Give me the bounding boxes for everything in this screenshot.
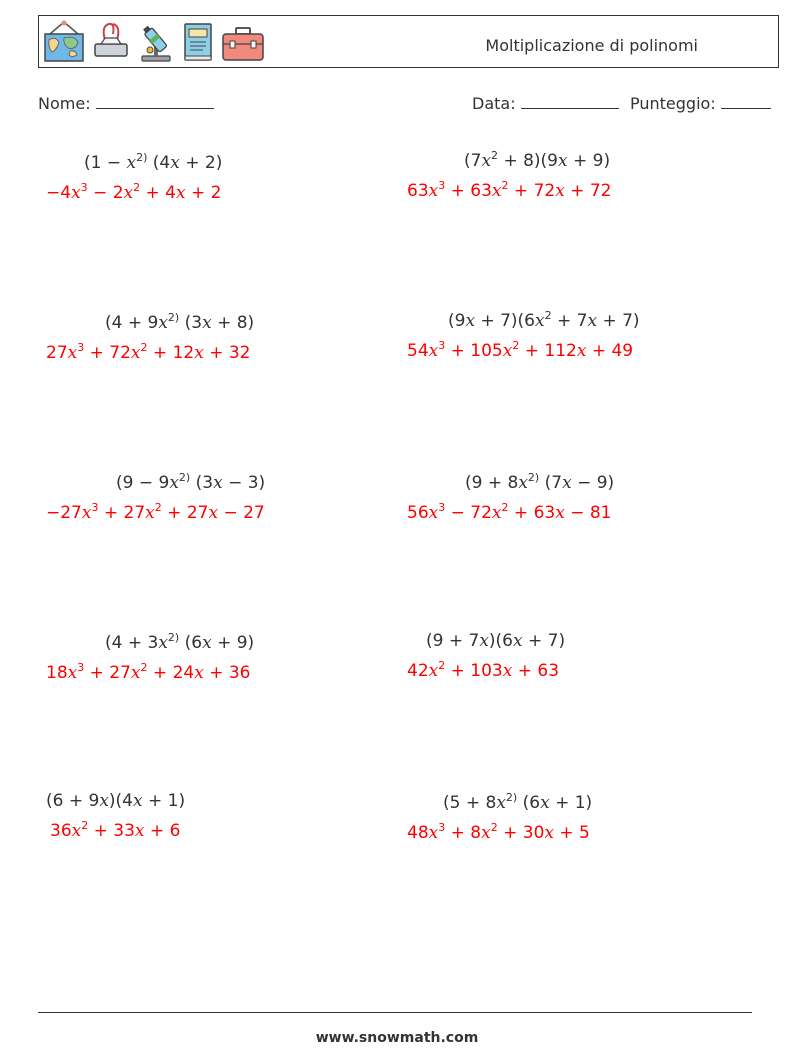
score-blank[interactable]	[721, 95, 771, 109]
toolbox-icon	[220, 20, 266, 64]
date-label: Data:	[472, 94, 516, 113]
name-blank[interactable]	[96, 95, 214, 109]
problem-3-answer: $27x^3 + 72x^2 + 12x + 32$	[46, 341, 251, 363]
problem-7-answer: $18x^3 + 27x^2 + 24x + 36$	[46, 661, 251, 683]
footer-url[interactable]: www.snowmath.com	[315, 1030, 479, 1046]
problem-8-question: (9 + 7x)(6x + 7)	[426, 631, 566, 651]
score-label: Punteggio:	[630, 94, 716, 113]
header-icons	[42, 20, 266, 64]
problem-6-answer: $56x^3 - 72x^2 + 63x - 81$	[407, 501, 612, 523]
problem-9-answer: $36x^2 + 33x + 6$	[50, 819, 181, 841]
date-field	[472, 94, 619, 113]
microscope-icon	[136, 20, 176, 64]
footer-divider	[38, 1012, 752, 1013]
problem-10-answer: $48x^3 + 8x^2 + 30x + 5$	[407, 821, 590, 843]
problem-5-question: ($9 - 9x^{2)}$ (3x − 3)	[116, 471, 266, 493]
problem-4-answer: $54x^3 + 105x^2 + 112x + 49$	[407, 339, 634, 361]
map-board-icon	[42, 20, 86, 64]
problem-1-answer: $-4x^3 - 2x^2 + 4x + 2$	[46, 181, 222, 203]
problem-3-question: ($4 + 9x^{2)}$ (3x + 8)	[105, 311, 255, 333]
binder-clip-icon	[91, 20, 131, 64]
date-blank[interactable]	[521, 95, 619, 109]
worksheet-header	[38, 15, 779, 68]
problem-4-question: $(9x + 7)(6x^2 + 7x + 7)$	[448, 309, 640, 331]
problem-9-question: (6 + 9x)(4x + 1)	[46, 791, 186, 811]
notebook-icon	[181, 20, 215, 64]
problem-8-answer: $42x^2 + 103x + 63$	[407, 659, 560, 681]
score-field	[630, 94, 771, 113]
problem-6-question: ($9 + 8x^{2)}$ (7x − 9)	[465, 471, 615, 493]
problem-5-answer: $-27x^3 + 27x^2 + 27x - 27$	[46, 501, 265, 523]
name-field	[38, 94, 214, 113]
name-label: Nome:	[38, 94, 91, 113]
problem-10-question: ($5 + 8x^{2)}$ (6x + 1)	[443, 791, 593, 813]
problem-2-question: $(7x^2 + 8)(9x + 9)$	[464, 149, 611, 171]
problem-1-question: ($1 - x^{2)}$ (4x + 2)	[84, 151, 223, 173]
problem-2-answer: $63x^3 + 63x^2 + 72x + 72$	[407, 179, 612, 201]
problem-7-question: ($4 + 3x^{2)}$ (6x + 9)	[105, 631, 255, 653]
worksheet-title: Moltiplicazione di polinomi	[485, 36, 698, 55]
